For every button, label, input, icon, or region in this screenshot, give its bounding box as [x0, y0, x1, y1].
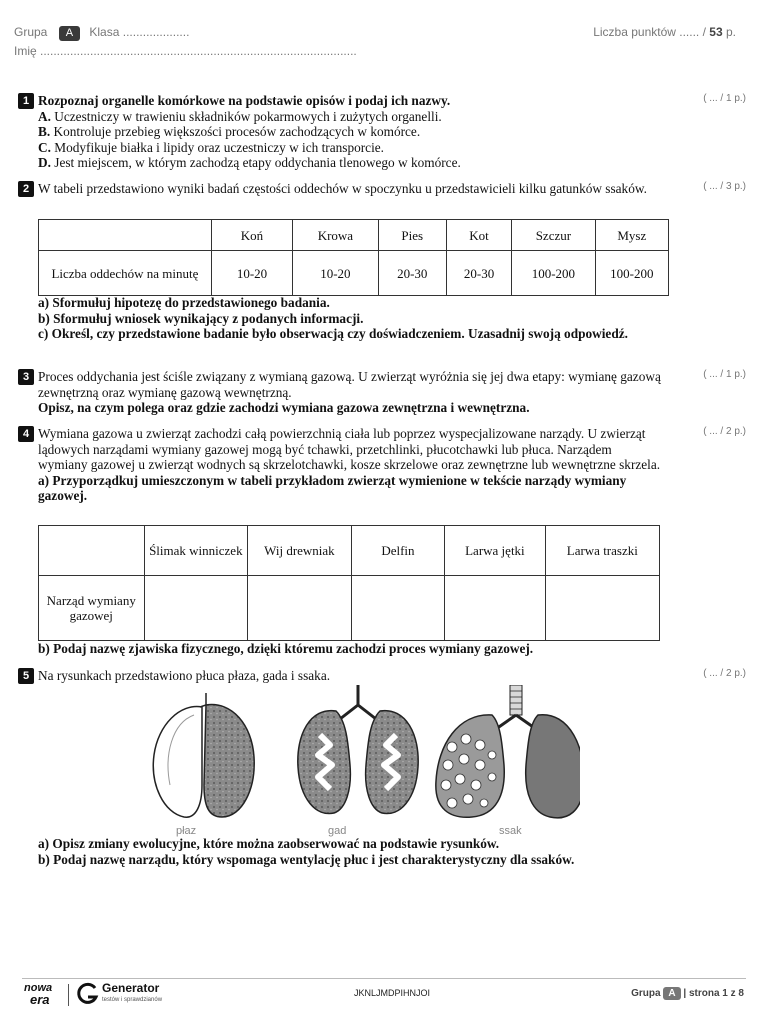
- answer-cell[interactable]: [445, 576, 545, 641]
- table-header-cell: [39, 526, 145, 576]
- table-header-cell: Larwa traszki: [545, 526, 659, 576]
- table-header-cell: Mysz: [595, 220, 668, 251]
- lungs-illustration: [140, 685, 580, 825]
- question-1-title: Rozpoznaj organelle komórkowe na podstawie opisów i podaj ich nazwy.: [38, 93, 451, 108]
- group-label: Grupa: [14, 25, 48, 39]
- question-1: [38, 93, 678, 171]
- question-1-item-b: B. Kontroluje przebieg większości procesów zachodzących w komórce.: [38, 124, 421, 139]
- caption-amphibian: płaz: [176, 825, 197, 837]
- generator-title: Generator: [102, 981, 160, 995]
- logo-era: era: [30, 992, 50, 1007]
- question-5-task-a: a) Opisz zmiany ewolucyjne, które można zaobserwować na podstawie rysunków.: [38, 836, 500, 851]
- footer-divider: [22, 978, 746, 979]
- table-header-cell: Wij drewniak: [248, 526, 352, 576]
- generator-subtitle: testów i sprawdzianów: [102, 997, 163, 1003]
- table-header-cell: Ślimak winniczek: [144, 526, 248, 576]
- table-header-cell: [39, 220, 212, 251]
- question-1-item-a: A. Uczestniczy w trawieniu składników pokarmowych i zużytych organelli.: [38, 108, 442, 124]
- points-total: 53: [709, 25, 723, 39]
- answer-cell[interactable]: [351, 576, 445, 641]
- table-cell: 100-200: [512, 251, 595, 296]
- question-4-task-a: a) Przyporządkuj umieszczonym w tabeli przykładom zwierząt wymienione w tekście narządy wymiany gazowej.: [38, 472, 627, 503]
- caption-reptile: gad: [328, 825, 347, 837]
- table-row: [39, 251, 669, 296]
- question-2-points: ( ... / 3 p.): [703, 181, 746, 192]
- table-header-cell: Delfin: [351, 526, 445, 576]
- question-2-number: 2: [18, 181, 34, 197]
- table-cell: 10-20: [293, 251, 378, 296]
- question-1-item-c: C. Modyfikuje białka i lipidy oraz uczestniczy w ich transporcie.: [38, 139, 384, 155]
- question-5-number: 5: [18, 668, 34, 684]
- table-header-cell: Pies: [378, 220, 446, 251]
- table-header-cell: Szczur: [512, 220, 595, 251]
- table-header-row: [39, 526, 660, 576]
- question-4: [38, 426, 663, 504]
- table-header-cell: Kot: [446, 220, 511, 251]
- generator-logo-text: [102, 982, 162, 1006]
- mammal-lungs-drawing: [436, 685, 580, 818]
- group-badge: A: [59, 26, 80, 41]
- table-header-cell: Larwa jętki: [445, 526, 545, 576]
- table-row-label: Liczba oddechów na minutę: [39, 251, 212, 296]
- question-3: [38, 369, 678, 416]
- table-cell: 20-30: [446, 251, 511, 296]
- question-4-points: ( ... / 2 p.): [703, 426, 746, 437]
- footer-page-info: [631, 987, 744, 1000]
- question-1-points: ( ... / 1 p.): [703, 93, 746, 104]
- question-3-intro: Proces oddychania jest ściśle związany z wymianą gazową. U zwierząt wyróżnia się jej dwa etapy: wymianę gazową zewnętrzną oraz wymianę gazową wewnętrzną.: [38, 369, 661, 400]
- question-2-intro: W tabeli przedstawiono wyniki badań częstości oddechów w spoczynku u przedstawicieli kilku gatunków ssaków.: [38, 181, 647, 196]
- question-2-tasks: [38, 295, 628, 342]
- class-field[interactable]: Klasa ....................: [89, 25, 190, 39]
- table-cell: 100-200: [595, 251, 668, 296]
- amphibian-lungs-drawing: [153, 693, 254, 817]
- question-5-task-b: b) Podaj nazwę narządu, który wspomaga wentylację płuc i jest charakterystyczny dla ssaków.: [38, 851, 575, 867]
- table-row: [39, 576, 660, 641]
- logo-separator: [68, 984, 69, 1006]
- question-5-points: ( ... / 2 p.): [703, 668, 746, 679]
- caption-mammal: ssak: [499, 825, 522, 837]
- page-number: | strona 1 z 8: [683, 988, 744, 999]
- generator-logo-icon: [76, 982, 100, 1006]
- answer-cell[interactable]: [248, 576, 352, 641]
- table-cell: 10-20: [211, 251, 292, 296]
- question-3-task: Opisz, na czym polega oraz gdzie zachodzi wymiana gazowa zewnętrzna i wewnętrzna.: [38, 400, 530, 415]
- breathing-rate-table: [38, 219, 669, 296]
- points-label: Liczba punktów ...... /: [593, 25, 706, 39]
- header-group-row: [14, 25, 189, 41]
- question-5-intro: Na rysunkach przedstawiono płuca płaza, gada i ssaka.: [38, 668, 331, 683]
- question-1-item-d: D. Jest miejscem, w którym zachodzą etapy oddychania tlenowego w komórce.: [38, 155, 461, 170]
- gas-exchange-table: [38, 525, 660, 641]
- points-summary: [593, 25, 736, 39]
- nowa-era-logo: [24, 983, 52, 1005]
- answer-cell[interactable]: [545, 576, 659, 641]
- question-5-tasks: [38, 836, 738, 867]
- table-header-row: [39, 220, 669, 251]
- footer-group-label: Grupa: [631, 988, 661, 999]
- table-row-label: Narząd wymiany gazowej: [39, 576, 145, 641]
- footer-group-badge: A: [663, 987, 680, 1000]
- question-2-task-a: a) Sformułuj hipotezę do przedstawionego badania.: [38, 295, 330, 310]
- question-3-number: 3: [18, 369, 34, 385]
- question-4-intro: Wymiana gazowa u zwierząt zachodzi całą powierzchnią ciała lub poprzez wyspecjalizowane narządy. U zwierząt lądowych narządami wymiany gazowej mogą być tchawki, przetchlinki, płucotchawki lub płuca. Narządem wymiany gazowej u zwierząt wodnych są skrzelotchawki, kosze skrzelowe oraz zewnętrzne lub wewnętrzne skrzela.: [38, 426, 661, 472]
- name-field[interactable]: Imię ...............................................................................................: [14, 44, 357, 58]
- table-header-cell: Krowa: [293, 220, 378, 251]
- document-code: JKNLJMDPIHNJOI: [354, 988, 431, 998]
- reptile-lungs-drawing: [298, 685, 418, 814]
- table-header-cell: Koń: [211, 220, 292, 251]
- question-1-number: 1: [18, 93, 34, 109]
- answer-cell[interactable]: [144, 576, 248, 641]
- question-4-number: 4: [18, 426, 34, 442]
- logo-nowa: nowa: [24, 982, 53, 994]
- question-4-task-b: b) Podaj nazwę zjawiska fizycznego, dzięki któremu zachodzi proces wymiany gazowej.: [38, 641, 534, 656]
- question-2-task-c: c) Określ, czy przedstawione badanie było obserwacją czy doświadczeniem. Uzasadnij swoją odpowiedź.: [38, 326, 628, 341]
- table-cell: 20-30: [378, 251, 446, 296]
- points-unit: p.: [725, 25, 736, 39]
- question-3-points: ( ... / 1 p.): [703, 369, 746, 380]
- question-2-task-b: b) Sformułuj wniosek wynikający z podanych informacji.: [38, 310, 364, 326]
